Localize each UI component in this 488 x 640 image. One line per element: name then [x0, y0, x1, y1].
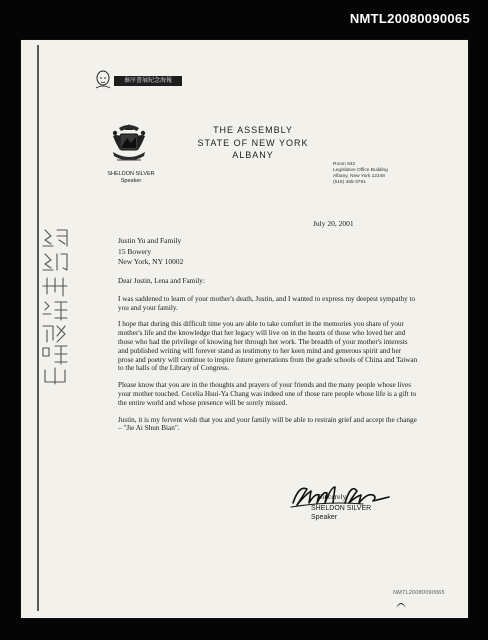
- recipient-line: New York, NY 10002: [118, 257, 184, 266]
- office-address-line: Legislative Office Building: [333, 168, 388, 173]
- recipient-line: 15 Bowery: [118, 246, 152, 256]
- letterhead-line-3: ALBANY: [232, 150, 274, 160]
- letter-date: July 20, 2001: [313, 219, 354, 228]
- body-paragraph-2: I hope that during this difficult time you are able to take comfort in the memories you share of your mother's life and the knowledge that her legacy will live on in the hearts of those who loved her and those who had the privilege of knowing her through her work. The breadth of your mother's interests and published writing will forever stand as testimony to her keen mind and generous spirit and her prose and poetry will continue to inspire future generations from the grade schools of China and Taiwan to the halls of the Library of Congress.: [118, 320, 418, 373]
- signer-title: Speaker: [311, 513, 338, 521]
- archive-logo-icon: [395, 598, 407, 610]
- letterhead-signer: [101, 171, 161, 185]
- letter-body: [118, 277, 418, 441]
- handwritten-accession-number: NMTL20080090065: [393, 590, 445, 596]
- closing: Sincerely,: [318, 492, 348, 501]
- body-paragraph-4: Justin, it is my fervent wish that you and your family will be able to restrain grief and accept the change – "Jie Ai Shun Bian".: [118, 415, 417, 433]
- archive-stamp: [94, 69, 184, 91]
- portrait-sketch-icon: [94, 69, 112, 89]
- signer-block: [311, 505, 371, 522]
- new-york-state-seal-icon: [109, 122, 149, 166]
- stamp-label: 秦序書展紀念海報: [114, 76, 182, 86]
- office-address-line: Albany, New York 12248: [333, 174, 385, 179]
- letter-sheet: [21, 40, 468, 618]
- handwritten-note: [37, 226, 73, 386]
- salutation: Dear Justin, Lena and Family:: [118, 277, 205, 285]
- signer-name: SHELDON SILVER: [311, 505, 372, 512]
- office-address-line: (518) 455-3791: [333, 180, 366, 185]
- letterhead-line-2: STATE OF NEW YORK: [197, 137, 309, 148]
- letterhead-signer-name: SHELDON SILVER: [107, 171, 155, 177]
- letterhead-line-1: THE ASSEMBLY: [213, 125, 293, 135]
- body-paragraph-1: I was saddened to learn of your mother's death, Justin, and I wanted to express my deepest sympathy to you and your family.: [118, 294, 416, 312]
- office-address-line: Room 932: [333, 162, 356, 167]
- recipient-line: Justin Yu and Family: [118, 236, 182, 245]
- letterhead-title: [191, 124, 315, 162]
- recipient-address: [118, 236, 183, 268]
- body-paragraph-3: Please know that you are in the thoughts and prayers of your friends and the many people whose lives your mother touched. Cecelia Hsui-Ya Chang was indeed one of those rare people whose life is a gift to the entire world and whose presence will be sorely missed.: [118, 381, 417, 407]
- office-address: [333, 162, 423, 186]
- archive-id: NMTL20080090065: [349, 11, 470, 26]
- letterhead-signer-title: Speaker: [120, 178, 142, 184]
